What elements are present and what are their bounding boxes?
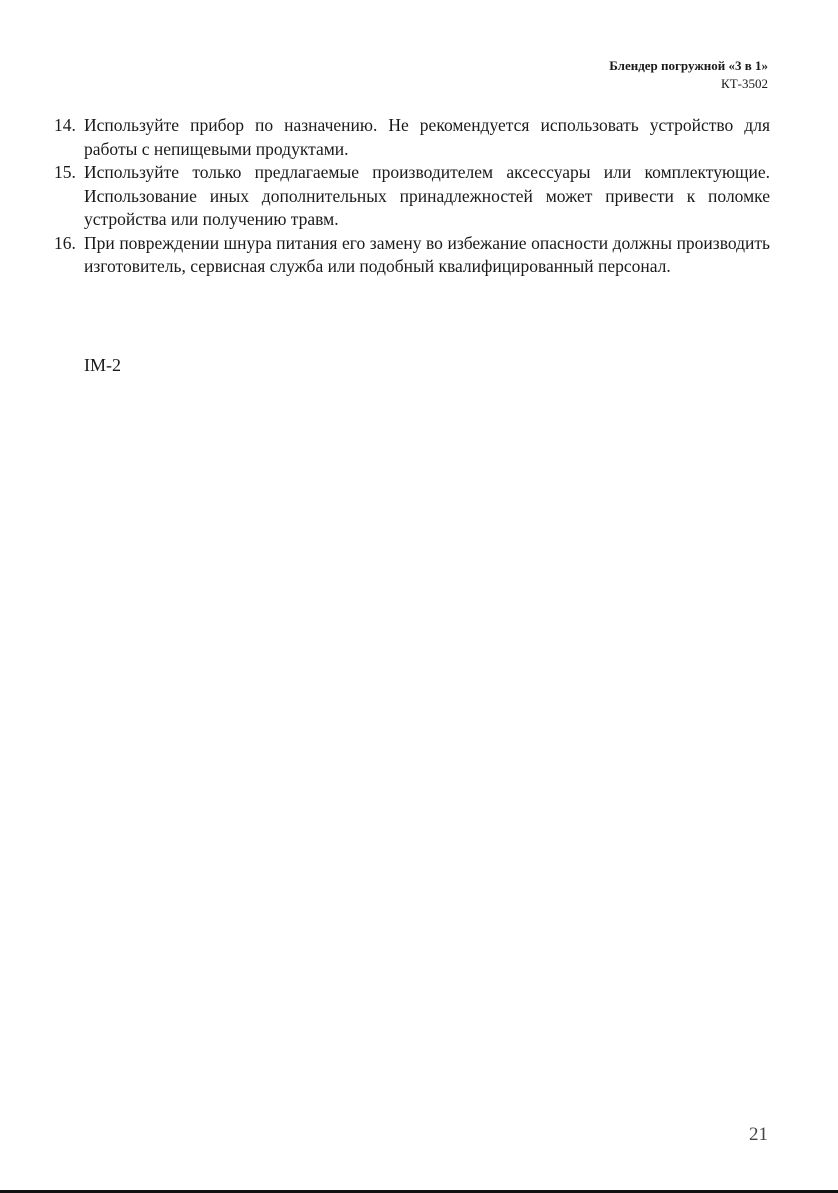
document-code: IM-2 xyxy=(84,355,121,375)
page-number: 21 xyxy=(749,1124,768,1145)
safety-instructions-list xyxy=(54,114,770,279)
list-item xyxy=(54,114,770,161)
list-item xyxy=(54,232,770,279)
item-number: 14. xyxy=(54,115,76,135)
item-text: Используйте прибор по назначению. Не рекомендуется использовать устройство для работы с непищевыми продуктами. xyxy=(84,115,770,159)
item-text: При повреждении шнура питания его замену во избежание опасности должны производить изготовитель, сервисная служба или подобный квалифицированный персонал. xyxy=(84,232,770,276)
page-header xyxy=(609,57,768,93)
item-text: Используйте только предлагаемые производителем аксессуары или комплектующие. Использование иных дополнительных принадлежностей может привести к поломке устройства или получению травм. xyxy=(84,162,770,229)
product-title: Блендер погружной «3 в 1» xyxy=(609,58,768,73)
item-number: 16. xyxy=(54,232,76,253)
item-number: 15. xyxy=(54,162,76,182)
list-item xyxy=(54,161,770,232)
product-model: КТ-3502 xyxy=(721,76,768,91)
